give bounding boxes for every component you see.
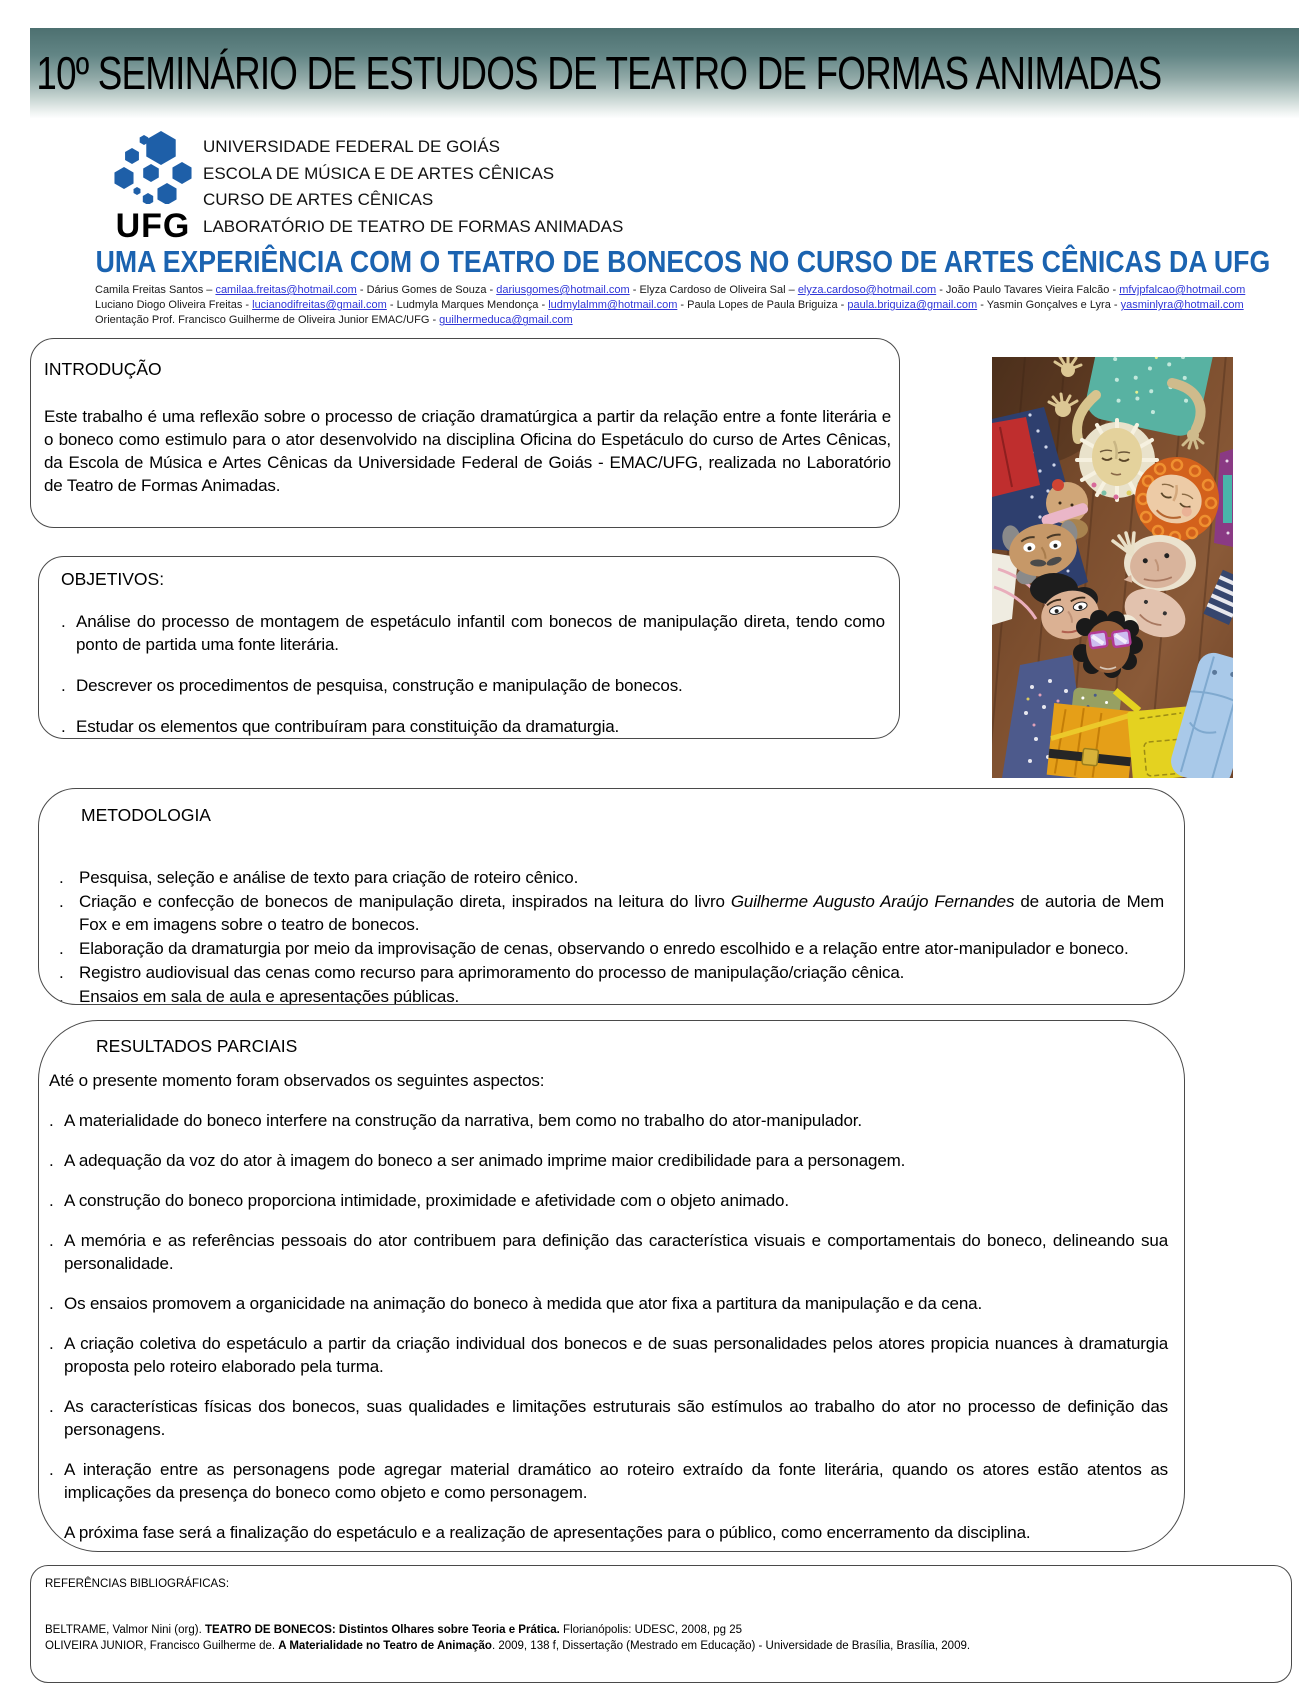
institution-line: UNIVERSIDADE FEDERAL DE GOIÁS bbox=[203, 137, 500, 156]
poster-title-text: UMA EXPERIÊNCIA COM O TEATRO DE BONECOS NO CURSO DE ARTES CÊNICAS DA UFG bbox=[95, 244, 1271, 279]
text-segment: - Ludmyla Marques Mendonça - bbox=[386, 299, 549, 312]
banner-title: 10º SEMINÁRIO DE ESTUDOS DE TEATRO DE FORMAS ANIMADAS bbox=[36, 47, 1162, 99]
ufg-logo bbox=[100, 126, 206, 243]
bullet-dot: . bbox=[59, 868, 64, 887]
section-title-objetivos: OBJETIVOS: bbox=[61, 569, 165, 589]
objetivo-item bbox=[61, 674, 885, 697]
section-referencias bbox=[30, 1565, 1292, 1683]
section-title-referencias: REFERÊNCIAS BIBLIOGRÁFICAS: bbox=[45, 1578, 230, 1590]
bullet-dot: . bbox=[49, 1231, 54, 1250]
text-segment: Florianópolis: UDESC, 2008, pg 25 bbox=[559, 1624, 743, 1636]
bullet-dot: . bbox=[49, 1151, 54, 1170]
bullet-dot: . bbox=[59, 892, 64, 911]
text-segment: Luciano Diogo Oliveira Freitas - bbox=[95, 299, 253, 312]
section-objetivos bbox=[38, 556, 900, 739]
bullet-dot: . bbox=[49, 1460, 54, 1479]
ufg-logo-text: UFG bbox=[115, 207, 191, 245]
poster-title bbox=[0, 244, 1299, 280]
bullet-text: A próxima fase será a finalização do espetáculo e a realização de apresentações para o público, como encerramento da disciplina. bbox=[64, 1523, 1031, 1542]
bullet-dot: . bbox=[49, 1294, 54, 1313]
bullet-dot: . bbox=[49, 1334, 54, 1353]
text-segment: - Yasmin Gonçalves e Lyra - bbox=[977, 299, 1121, 312]
resultado-item bbox=[49, 1458, 1168, 1504]
bullet-text: A materialidade do boneco interfere na construção da narrativa, bem como no trabalho do ator-manipulador. bbox=[64, 1111, 862, 1130]
authors-block bbox=[95, 283, 1245, 329]
email-link[interactable]: camilaa.freitas@hotmail.com bbox=[215, 284, 357, 296]
text-segment: Camila Freitas Santos – bbox=[95, 284, 216, 296]
text-segment: A Materialidade no Teatro de Animação bbox=[278, 1639, 492, 1652]
email-link[interactable]: yasminlyra@hotmail.com bbox=[1120, 299, 1244, 312]
bullet-text: Estudar os elementos que contribuíram para constituição da dramaturgia. bbox=[76, 717, 620, 736]
text-segment: - Paula Lopes de Paula Briguiza - bbox=[677, 299, 848, 312]
bullet-dot: . bbox=[59, 987, 64, 1005]
bullet-dot: . bbox=[49, 1191, 54, 1210]
bullet-dot: . bbox=[61, 717, 66, 736]
bullet-dot: . bbox=[59, 939, 64, 958]
author-line-3 bbox=[95, 313, 1245, 328]
email-link[interactable]: paula.briguiza@gmail.com bbox=[847, 299, 978, 312]
bullet-text: Descrever os procedimentos de pesquisa, construção e manipulação de bonecos. bbox=[76, 676, 683, 695]
bullet-text: A construção do boneco proporciona intimidade, proximidade e afetividade com o objeto animado. bbox=[64, 1191, 789, 1210]
text-segment: Criação e confecção de bonecos de manipulação direta, inspirados na leitura do livro bbox=[79, 892, 731, 911]
bullet-text: Pesquisa, seleção e análise de texto para criação de roteiro cênico. bbox=[79, 868, 579, 887]
email-link[interactable]: ludmylalmm@hotmail.com bbox=[548, 299, 678, 312]
introducao-paragraph: Este trabalho é uma reflexão sobre o processo de criação dramatúrgica a partir da relação entre a fonte literária e o boneco como estimulo para o ator desenvolvido na disciplina Oficina do Espetáculo do curso de Artes Cênicas, da Escola de Música e Artes Cênicas da Universidade Federal de Goiás - EMAC/UFG, realizada no Laboratório de Teatro de Formas Animadas. bbox=[44, 407, 891, 495]
bullet-dot: . bbox=[59, 963, 64, 982]
email-link[interactable]: elyza.cardoso@hotmail.com bbox=[797, 284, 937, 296]
section-title-resultados: RESULTADOS PARCIAIS bbox=[96, 1036, 298, 1056]
objetivo-item bbox=[61, 610, 885, 656]
text-segment: - João Paulo Tavares Vieira Falcão - bbox=[936, 284, 1120, 296]
bullet-text: A criação coletiva do espetáculo a partir da criação individual dos bonecos e de suas personalidades pelos atores propicia nuances à dramaturgia proposta pelo roteiro elaborado pela turma. bbox=[64, 1334, 1168, 1376]
text-segment: TEATRO DE BONECOS: Distintos Olhares sobre Teoria e Prática. bbox=[204, 1624, 560, 1636]
author-line-1 bbox=[95, 283, 1245, 298]
text-segment: - Dárius Gomes de Souza - bbox=[356, 284, 497, 296]
bullet-text: Os ensaios promovem a organicidade na animação do boneco à medida que ator fixa a partitura da manipulação e da cena. bbox=[64, 1294, 983, 1313]
metodologia-item bbox=[59, 985, 1164, 1005]
institution-line: CURSO DE ARTES CÊNICAS bbox=[203, 190, 434, 209]
reference-entry bbox=[45, 1639, 1277, 1655]
author-line-2 bbox=[95, 298, 1245, 313]
resultado-item bbox=[49, 1229, 1168, 1275]
bullet-text bbox=[45, 1623, 1277, 1639]
section-resultados bbox=[38, 1020, 1185, 1552]
objetivos-list bbox=[61, 610, 885, 738]
resultado-item bbox=[49, 1332, 1168, 1378]
text-segment: OLIVEIRA JUNIOR, Francisco Guilherme de. bbox=[45, 1639, 279, 1652]
bullet-dot: . bbox=[49, 1523, 54, 1542]
puppets-photo bbox=[992, 357, 1233, 778]
bullet-text: Registro audiovisual das cenas como recurso para aprimoramento do processo de manipulação/criação cênica. bbox=[79, 963, 905, 982]
bullet-text: Ensaios em sala de aula e apresentações públicas. bbox=[79, 987, 460, 1005]
institution-block bbox=[203, 134, 623, 240]
resultado-item bbox=[49, 1149, 1168, 1172]
referencias-list bbox=[45, 1623, 1277, 1654]
bullet-text: As características físicas dos bonecos, suas qualidades e limitações estruturais são estímulos ao trabalho do ator no processo de definição das personagens. bbox=[64, 1397, 1168, 1439]
resultado-item bbox=[49, 1521, 1168, 1544]
bullet-dot: . bbox=[49, 1397, 54, 1416]
resultados-list bbox=[49, 1109, 1168, 1544]
bullet-text: Elaboração da dramaturgia por meio da improvisação de cenas, observando o enredo escolhido e a relação entre ator-manipulador e boneco. bbox=[79, 939, 1129, 958]
puppets-photo-image bbox=[992, 357, 1233, 778]
ufg-hexagons-icon bbox=[100, 126, 206, 204]
bullet-text: Análise do processo de montagem de espetáculo infantil com bonecos de manipulação direta, tendo como ponto de partida uma fonte literária. bbox=[76, 612, 885, 654]
metodologia-list bbox=[59, 866, 1164, 1005]
email-link[interactable]: mfvjpfalcao@hotmail.com bbox=[1119, 284, 1246, 296]
email-link[interactable]: dariusgomes@hotmail.com bbox=[496, 284, 630, 296]
metodologia-item bbox=[59, 890, 1164, 936]
banner bbox=[30, 28, 1299, 118]
text-segment: BELTRAME, Valmor Nini (org). bbox=[45, 1624, 205, 1636]
bullet-dot: . bbox=[61, 676, 66, 695]
resultado-item bbox=[49, 1189, 1168, 1212]
resultado-item bbox=[49, 1292, 1168, 1315]
email-link[interactable]: lucianodifreitas@gmail.com bbox=[252, 299, 387, 312]
section-introducao bbox=[30, 338, 900, 528]
bullet-text: A adequação da voz do ator à imagem do boneco a ser animado imprime maior credibilidade para a personagem. bbox=[64, 1151, 906, 1170]
section-title-metodologia: METODOLOGIA bbox=[81, 805, 211, 825]
text-segment: de autoria de Mem Fox e em imagens sobre o teatro de bonecos. bbox=[79, 892, 1164, 934]
institution-line: LABORATÓRIO DE TEATRO DE FORMAS ANIMADAS bbox=[203, 216, 624, 236]
bullet-dot: . bbox=[49, 1111, 54, 1130]
metodologia-item bbox=[59, 961, 1164, 984]
text-segment: - Elyza Cardoso de Oliveira Sal – bbox=[629, 284, 798, 296]
text-segment: . 2009, 138 f, Dissertação (Mestrado em Educação) - Universidade de Brasília, Brasília, 2009. bbox=[491, 1639, 971, 1652]
bullet-text bbox=[45, 1639, 1277, 1655]
resultado-item bbox=[49, 1109, 1168, 1132]
section-metodologia bbox=[38, 788, 1185, 1005]
section-title-introducao: INTRODUÇÃO bbox=[44, 359, 162, 379]
metodologia-item bbox=[59, 866, 1164, 889]
bullet-dot: . bbox=[61, 612, 66, 631]
objetivo-item bbox=[61, 715, 885, 738]
text-segment: Guilherme Augusto Araújo Fernandes bbox=[730, 892, 1015, 911]
bullet-text bbox=[79, 890, 1164, 936]
bullet-text: A interação entre as personagens pode agregar material dramático ao roteiro extraído da fonte literária, quando os atores estão atentos as implicações da presença do boneco como objeto e como personagem. bbox=[64, 1460, 1168, 1502]
reference-entry bbox=[45, 1623, 1277, 1639]
institution-line: ESCOLA DE MÚSICA E DE ARTES CÊNICAS bbox=[203, 163, 555, 183]
bullet-text: A memória e as referências pessoais do ator contribuem para definição das característica visuais e comportamentais do boneco, delineando sua personalidade. bbox=[64, 1231, 1168, 1273]
resultado-item bbox=[49, 1395, 1168, 1441]
text-segment: Orientação Prof. Francisco Guilherme de Oliveira Junior EMAC/UFG - bbox=[95, 314, 440, 327]
resultados-intro: Até o presente momento foram observados os seguintes aspectos: bbox=[49, 1071, 545, 1090]
email-link[interactable]: guilhermeduca@gmail.com bbox=[439, 314, 573, 327]
metodologia-item bbox=[59, 937, 1164, 960]
